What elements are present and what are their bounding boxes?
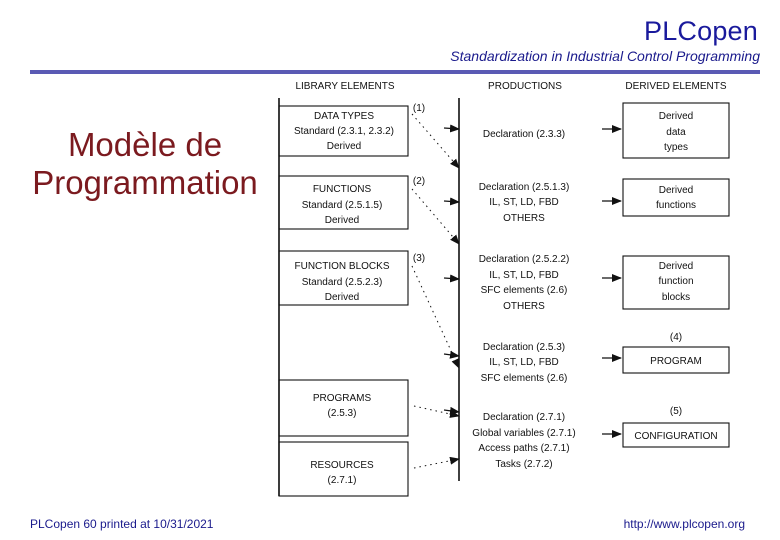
- derived-function-blocks-line-3: blocks: [661, 292, 691, 303]
- derived-functions-line-2: functions: [655, 200, 697, 211]
- programming-model-diagram: [278, 76, 758, 507]
- library-functions-line-3: Derived: [324, 215, 360, 226]
- slide-title-line-2: Programmation: [32, 164, 258, 201]
- marker-5: (5): [669, 406, 683, 417]
- production-2-line-1: Declaration (2.5.1.3): [478, 182, 570, 193]
- production-3-line-2: IL, ST, LD, FBD: [489, 270, 559, 281]
- derived-function-blocks-line-2: function: [658, 276, 694, 287]
- library-programs-line-2: (2.5.3): [327, 408, 357, 419]
- dotted-link-fb-to-program: [412, 266, 459, 368]
- library-function-blocks-line-2: Standard (2.5.2.3): [301, 277, 383, 288]
- footer-page-info: PLCopen 60 printed at 10/31/2021: [30, 517, 214, 531]
- column-header-productions: PRODUCTIONS: [488, 81, 562, 92]
- marker-3: (3): [412, 253, 426, 264]
- production-4-line-3: SFC elements (2.6): [480, 373, 568, 384]
- brand-subtitle: Standardization in Industrial Control Programming: [450, 48, 760, 64]
- library-data-types-line-2: Standard (2.3.1, 2.3.2): [293, 126, 395, 137]
- library-functions-title: FUNCTIONS: [312, 184, 372, 195]
- library-programs-title: PROGRAMS: [312, 393, 372, 404]
- marker-2: (2): [412, 176, 426, 187]
- production-2-line-2: IL, ST, LD, FBD: [489, 197, 559, 208]
- production-3-line-4: OTHERS: [503, 301, 545, 312]
- arrow-library-to-production-4: [444, 354, 459, 356]
- dotted-link-functions-to-fb: [412, 189, 459, 244]
- column-header-library: LIBRARY ELEMENTS: [295, 81, 395, 92]
- library-data-types-line-3: Derived: [326, 141, 362, 152]
- marker-4: (4): [669, 332, 683, 343]
- derived-functions-line-1: Derived: [658, 185, 694, 196]
- dotted-link-types-to-functions: [412, 114, 459, 168]
- derived-data-types-line-2: data: [666, 127, 686, 138]
- production-5-line-4: Tasks (2.7.2): [495, 459, 553, 470]
- production-4-line-1: Declaration (2.5.3): [482, 342, 566, 353]
- production-5-line-2: Global variables (2.7.1): [472, 428, 576, 439]
- production-2-line-3: OTHERS: [503, 213, 545, 224]
- production-1-line-1: Declaration (2.3.3): [482, 129, 566, 140]
- arrow-library-to-production-5: [444, 410, 459, 412]
- library-data-types-title: DATA TYPES: [313, 111, 375, 122]
- column-header-derived: DERIVED ELEMENTS: [625, 81, 727, 92]
- arrow-library-to-production-3: [444, 278, 459, 279]
- library-resources-line-2: (2.7.1): [327, 475, 357, 486]
- library-function-blocks-title: FUNCTION BLOCKS: [294, 261, 390, 272]
- derived-program-label: PROGRAM: [650, 356, 702, 367]
- derived-function-blocks-line-1: Derived: [658, 261, 694, 272]
- production-5-line-1: Declaration (2.7.1): [482, 412, 566, 423]
- production-4-line-2: IL, ST, LD, FBD: [489, 357, 559, 368]
- derived-data-types-line-1: Derived: [658, 111, 694, 122]
- derived-configuration-label: CONFIGURATION: [634, 431, 718, 442]
- library-function-blocks-line-3: Derived: [324, 292, 360, 303]
- library-functions-line-2: Standard (2.5.1.5): [301, 200, 383, 211]
- slide-title: [0, 126, 290, 202]
- derived-data-types-line-3: types: [664, 142, 688, 153]
- library-resources-title: RESOURCES: [310, 460, 374, 471]
- dotted-link-resources-to-config: [414, 459, 459, 468]
- footer-url: http://www.plcopen.org: [623, 517, 745, 531]
- production-3-line-1: Declaration (2.5.2.2): [478, 254, 570, 265]
- production-5-line-3: Access paths (2.7.1): [478, 443, 570, 454]
- brand-logo: PLCopen: [644, 16, 758, 46]
- arrow-library-to-production-2: [444, 201, 459, 202]
- header-divider: [30, 70, 760, 74]
- marker-1: (1): [412, 103, 426, 114]
- slide-title-line-1: Modèle de: [67, 126, 223, 163]
- arrow-library-to-production-1: [444, 128, 459, 129]
- production-3-line-3: SFC elements (2.6): [480, 285, 568, 296]
